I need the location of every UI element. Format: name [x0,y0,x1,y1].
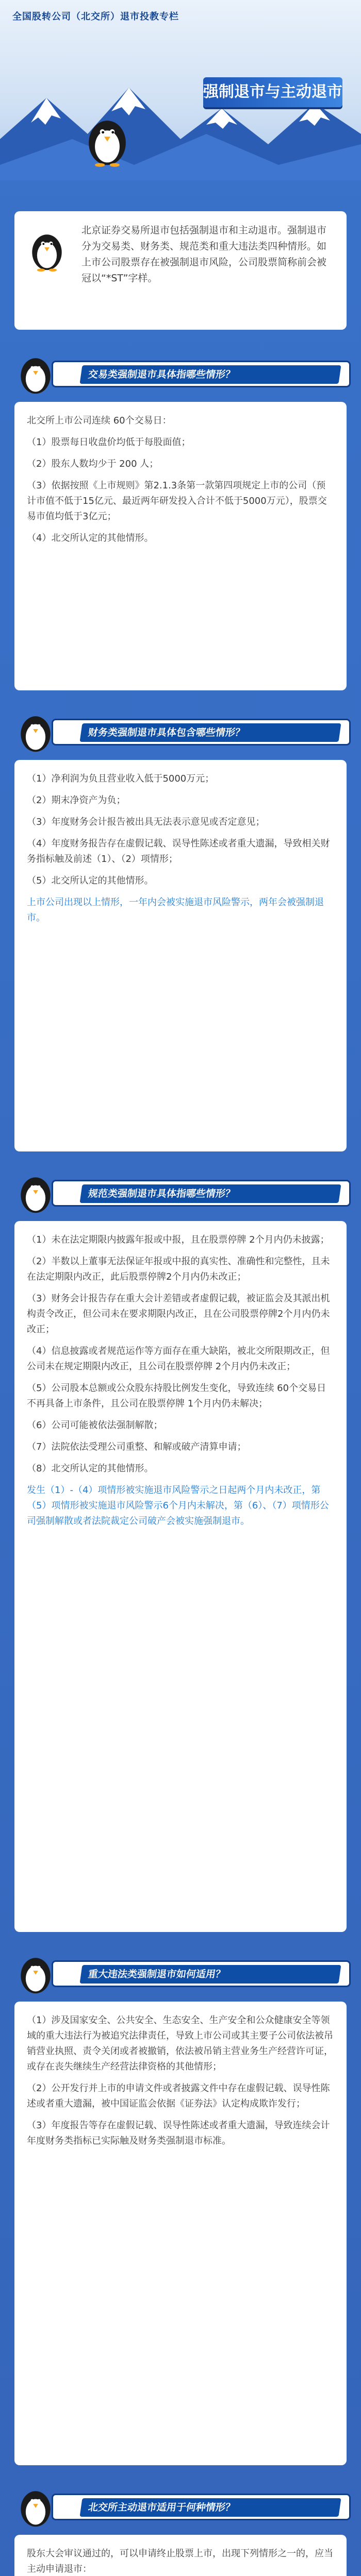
section-heading-5 [52,2494,351,2520]
intro-text: 北京证券交易所退市包括强制退市和主动退市。强制退市分为交易类、财务类、规范类和重大违法类四种情形。如上市公司股票存在被强制退市风险，公司股票简称前会被冠以“*ST”字样。 [81,225,327,284]
paragraph: （2）半数以上董事无法保证年报或中报的真实性、准确性和完整性，且未在法定期限内改正，此后股票停牌2个月内仍未改正； [27,1256,330,1282]
paragraph: （2）股东人数均少于 200 人； [27,459,159,469]
section-note: 发生（1）-（4）项情形被实施退市风险警示之日起两个月内未改正，第（5）项情形被实施退市风险警示6个月内未解决，第（6）、（7）项情形公司强制解散或者法院裁定公司破产会被实施强制退市。 [27,1485,329,1527]
column-title: 全国股转公司（北交所）退市投教专栏 [12,11,179,22]
section-title: 规范类强制退市具体指哪些情形？ [79,1184,341,1203]
paragraph: （3）依据按照《上市规则》第2.1.3条第一款第四项规定上市的公司（预计市值不低于15亿元、最近两年研发投入合计不低于5000万元），股票交易市值均低于3亿元； [27,480,327,522]
paragraph: （3）财务会计报告存在重大会计差错或者虚假记载，被证监会及其派出机构责令改正，但公司未在要求期限内改正，且在公司股票停牌2个月内仍未改正； [27,1293,330,1335]
penguin-mascot-icon [15,1170,56,1215]
section-card-5 [14,2535,347,2576]
section-heading-3 [52,1180,351,1207]
section-card-1 [14,402,347,690]
section-title: 北交所主动退市适用于何种情形？ [79,2498,341,2517]
paragraph: （1）净利润为负且营业收入低于5000万元； [27,773,215,784]
paragraph: （1）股票每日收盘价均低于每股面值； [27,437,191,448]
section-title: 财务类强制退市具体包含哪些情形？ [79,723,341,742]
paragraph: （2）公开发行并上市的申请文件或者披露文件中存在虚假记载、误导性陈述或者重大遗漏，被中国证监会依据《证券法》认定构成欺诈发行； [27,2083,330,2109]
paragraph: 股东大会审议通过的，可以申请终止股票上市，出现下列情形之一的，应当主动申请退市： [27,2548,333,2574]
paragraph: （1）涉及国家安全、公共安全、生态安全、生产安全和公众健康安全等领域的重大违法行为被追究法律责任，导致上市公司或其主要子公司依法被吊销营业执照、责令关闭或者被撤销，依法被吊销主营业务生产经营许可证，或存在丧失继续生产经营法律资格的其他情形； [27,2015,333,2072]
section-heading-1 [52,361,351,387]
header-banner [0,0,361,196]
paragraph: （4）信息披露或者规范运作等方面存在重大缺陷，被北交所限期改正，但公司未在规定期限内改正，且公司在股票停牌 2个月内仍未改正； [27,1346,330,1372]
paragraph: （5）公司股本总额或公众股东持股比例发生变化，导致连续 60个交易日不再具备上市条件，且公司在股票停牌 1个月内仍未解决； [27,1383,326,1409]
section-card-3 [14,1221,347,1932]
paragraph: 北交所上市公司连续 60个交易日： [27,415,172,426]
paragraph: （2）期末净资产为负； [27,795,126,806]
paragraph: （5）北交所认定的其他情形。 [27,875,154,886]
paragraph: （1）未在法定期限内披露年报或中报，且在股票停牌 2个月内仍未披露； [27,1234,330,1245]
section-heading-2 [52,719,351,745]
section-title: 重大违法类强制退市如何适用？ [79,1965,341,1984]
penguin-mascot-icon [83,111,132,167]
penguin-mascot-icon [15,1950,56,1995]
section-heading-4 [52,1960,351,1987]
paragraph: （4）年度财务报告存在虚假记载、误导性陈述或者重大遗漏，导致相关财务指标触及前述（1）、（2）项情形； [27,838,330,865]
intro-card [14,211,347,330]
penguin-mascot-icon [15,350,56,396]
paragraph: （3）年度报告等存在虚假记载、误导性陈述或者重大遗漏，导致连续会计年度财务类指标已实际触及财务类强制退市标准。 [27,2120,330,2146]
penguin-mascot-icon [15,708,56,754]
paragraph: （4）北交所认定的其他情形。 [27,533,154,544]
section-title: 交易类强制退市具体指哪些情形？ [79,365,341,384]
hero-title: 强制退市与主动退市 [203,77,342,107]
paragraph: （8）北交所认定的其他情形。 [27,1463,154,1474]
section-note: 上市公司出现以上情形，一年内会被实施退市风险警示，两年会被强制退市。 [27,897,324,923]
section-card-4 [14,2002,347,2465]
paragraph: （3）年度财务会计报告被出具无法表示意见或否定意见； [27,817,265,827]
section-card-2 [14,760,347,1151]
paragraph: （7）法院依法受理公司重整、和解或破产清算申请； [27,1442,247,1452]
penguin-mascot-icon [15,2483,56,2529]
paragraph: （6）公司可能被依法强制解散； [27,1420,163,1431]
penguin-mascot-icon [27,227,67,272]
